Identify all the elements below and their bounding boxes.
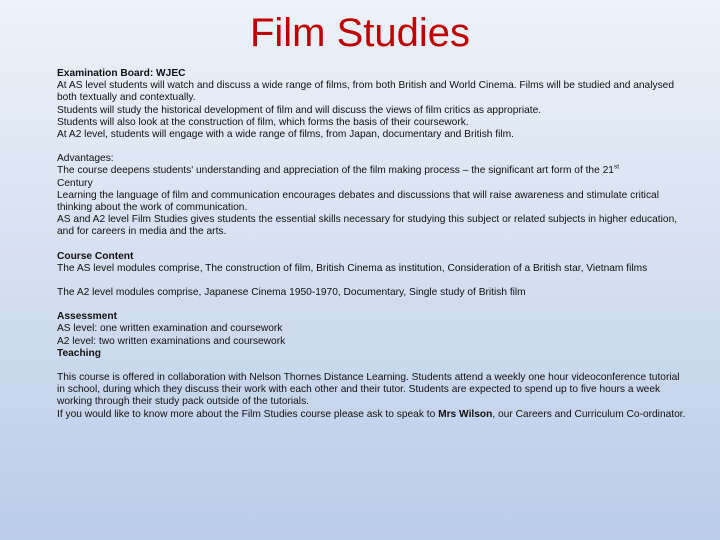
intro-paragraph: Students will study the historical development of film and will discuss the views of film critics as appropriate. [57, 104, 542, 116]
course-content-heading: Course Content [57, 250, 134, 262]
as-modules-paragraph: The AS level modules comprise, The construction of film, British Cinema as institution, Consideration of a British star, Vietnam films [57, 262, 648, 274]
advantages-heading: Advantages: [57, 153, 114, 165]
assessment-line: AS level: one written examination and coursework [57, 323, 283, 335]
advantages-text: The course deepens students' understanding and appreciation of the film making process – the significant art form of the 21 [57, 165, 614, 177]
teaching-heading: Teaching [57, 347, 101, 359]
exam-board-heading: Examination Board: WJEC [57, 68, 186, 79]
advantages-text: Century [57, 177, 93, 189]
intro-paragraph: At AS level students will watch and discuss a wide range of films, from both British and World Cinema. Films will be studied and analysed both textually and contextually. [57, 80, 675, 104]
assessment-heading: Assessment [57, 311, 118, 323]
contact-paragraph [57, 409, 689, 421]
contact-name: Mrs Wilson [438, 408, 493, 420]
intro-paragraph: At A2 level, students will engage with a wide range of films, from Japan, documentary and British film. [57, 129, 514, 141]
ordinal-suffix: st [613, 164, 619, 172]
slide-body [57, 68, 689, 421]
teaching-paragraph: This course is offered in collaboration with Nelson Thornes Distance Learning. Students attend a weekly one hour videoconference tutorial in school, during which they discuss their work with each other and their tutor. Students are expected to spend up to five hours a week working through their study pack outside of the tutorials. [57, 372, 680, 408]
intro-paragraph: Students will also look at the construction of film, which forms the basis of their coursework. [57, 116, 469, 128]
assessment-line: A2 level: two written examinations and coursework [57, 335, 286, 347]
a2-modules-paragraph: The A2 level modules comprise, Japanese Cinema 1950-1970, Documentary, Single study of British film [57, 287, 526, 299]
page-title: Film Studies [249, 11, 471, 55]
contact-text: , our Careers and Curriculum Co-ordinator. [492, 408, 686, 420]
advantages-paragraph [57, 165, 689, 189]
contact-text: If you would like to know more about the Film Studies course please ask to speak to [57, 408, 439, 420]
advantages-paragraph: Learning the language of film and communication encourages debates and discussions that will raise awareness and stimulate critical thinking about the work of communication. [57, 189, 659, 214]
advantages-paragraph: AS and A2 level Film Studies gives students the essential skills necessary for studying this subject or related subjects in higher education, and for careers in media and the arts. [57, 214, 678, 238]
